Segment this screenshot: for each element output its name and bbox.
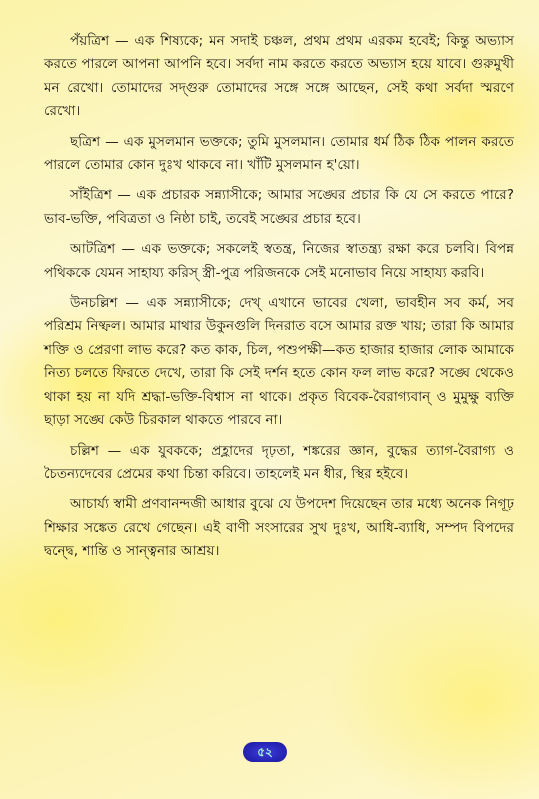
paragraph-body: — এক যুবককে; প্রহ্লাদের দৃঢ়তা, শঙ্করের জ্ঞান, বুদ্ধের ত্যাগ-বৈরাগ্য ও চৈতন্যদেবের প্রেমের কথা চিন্তা করিবে। তাহলেই মন ধীর, স্থির হইবে।	[44, 442, 514, 482]
paragraph-heading: আটত্রিশ	[70, 241, 116, 258]
paragraph-closing	[44, 493, 514, 563]
paragraph-39	[44, 292, 514, 432]
page-text-block	[44, 30, 514, 571]
paragraph-35	[44, 30, 514, 124]
paragraph-38	[44, 238, 514, 285]
paragraph-heading: চল্লিশ	[70, 442, 99, 459]
paragraph-body: — এক সন্ন্যাসীকে; দেখ্ এখানে ভাবের খেলা, ভাবহীন সব কর্ম, সব পরিশ্রম নিষ্ফল। আমার মাথার উকুনগুলি দিনরাত বসে আমার রক্ত খায়; তারা কি আমার শক্তি ও প্রেরণা লাভ করে? কত কাক, চিল, পশুপক্ষী—কত হাজার হাজার লোক আমাকে নিত্য চলতে ফিরতে দেখে, তারা কি সেই দর্শন হতে কোন ফল লাভ করে? সঙ্ঘে থেকেও থাকা হয় না যদি শ্রদ্ধা-ভক্তি-বিশ্বাস না থাকে। প্রকৃত বিবেক-বৈরাগ্যবান্ ও মুমুক্ষু ব্যক্তি ছাড়া সঙ্ঘে কেউ চিরকাল থাকতে পারবে না।	[44, 295, 514, 429]
paragraph-body: — এক মুসলমান ভক্তকে; তুমি মুসলমান। তোমার ধর্ম ঠিক ঠিক পালন করতে পারলে তোমার কোন দুঃখ থাকবে না। খাঁটি মুসলমান হ'য়ো।	[44, 133, 514, 174]
paragraph-heading: উনচল্লিশ	[70, 295, 118, 312]
paragraph-heading: পঁয়ত্রিশ	[70, 33, 110, 49]
paragraph-36	[44, 131, 514, 178]
paragraph-heading: ছত্রিশ	[70, 133, 101, 150]
paragraph-heading: সাঁইত্রিশ	[70, 187, 112, 204]
paragraph-body: — এক প্রচারক সন্ন্যাসীকে; আমার সঙ্ঘের প্রচার কি যে সে করতে পারে? ভাব-ভক্তি, পবিত্রতা ও নিষ্ঠা চাই, তবেই সঙ্ঘের প্রচার হবে।	[44, 187, 514, 227]
paragraph-37	[44, 184, 514, 231]
paragraph-body: — এক শিষ্যকে; মন সদাই চঞ্চল, প্রথম প্রথম এরকম হবেই; কিন্তু অভ্যাস করতে পারলে আপনা আপনি হবে। সর্বদা নাম করতে করতে অভ্যাস হয়ে যাবে। গুরুমুখী মন রেখো। তোমাদের সদ্গুরু তোমাদের সঙ্গে সঙ্গে আছেন, সেই কথা সর্বদা স্মরণে রেখো।	[44, 33, 514, 120]
paragraph-body: আচার্য্য স্বামী প্রণবানন্দজী আধার বুঝে যে উপদেশ দিয়েছেন তার মধ্যে অনেক নিগূঢ় শিক্ষার সঙ্কেত রেখে গেছেন। এই বাণী সংসারের সুখ দুঃখ, আধি-ব্যাধি, সম্পদ বিপদের দ্বন্দ্বে, শান্তি ও সান্ত্বনার আশ্রয়।	[44, 496, 514, 560]
page-number-badge: ৫২	[243, 742, 287, 762]
paragraph-body: — এক ভক্তকে; সকলেই স্বতন্ত্র, নিজের স্বাতন্ত্র্য রক্ষা করে চলবি। বিপন্ন পথিককে যেমন সাহায্য করিস্ স্ত্রী-পুত্র পরিজনকে সেই মনোভাব নিয়ে সাহায্য করবি।	[44, 241, 514, 281]
paragraph-40	[44, 440, 514, 487]
